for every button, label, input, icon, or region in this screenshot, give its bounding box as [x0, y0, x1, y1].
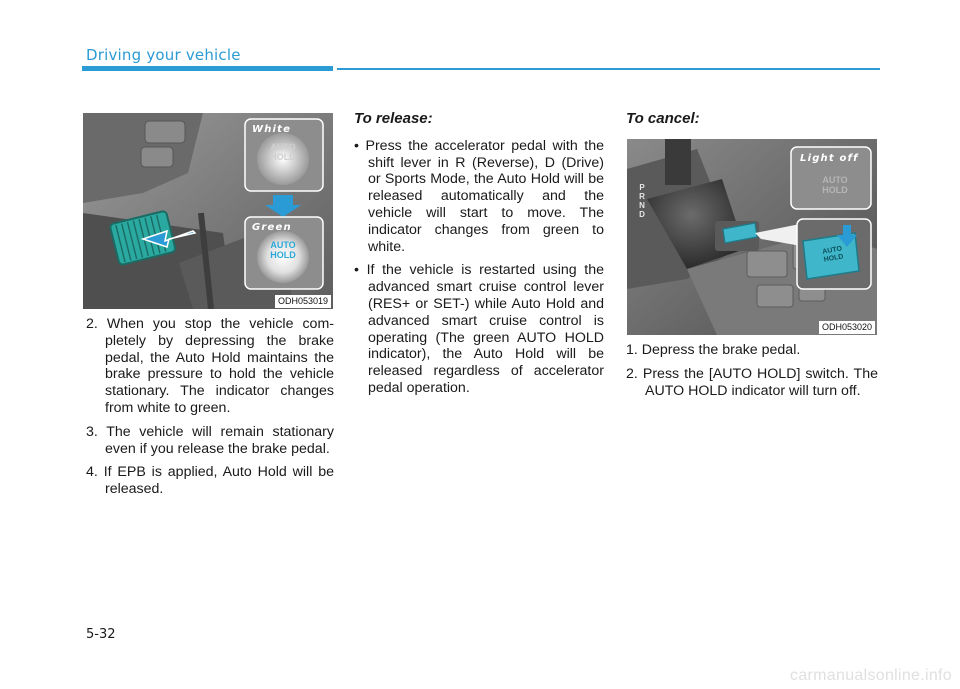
indicator-label-green: Green: [252, 222, 292, 233]
indicator-label-white: White: [252, 124, 292, 135]
step-2: 2. When you stop the vehicle com-pletely by depressing the brake pedal, the Auto Hold maintains the brake pressure to hold the vehicle stationary. The indicator changes from white to green.: [86, 316, 334, 416]
indicator-label-light-off: Light off: [800, 153, 859, 164]
section-title: Driving your vehicle: [86, 46, 241, 64]
auto-hold-indicator-white: AUTO HOLD: [270, 142, 296, 162]
auto-hold-indicator-off: AUTO HOLD: [822, 175, 848, 195]
gear-position-letters: P R N D: [639, 183, 645, 219]
watermark: carmanualsonline.info: [790, 667, 952, 684]
step-3: 3. The vehicle will remain stationary even if you release the brake pedal.: [86, 423, 334, 457]
auto-hold-indicator-green: AUTO HOLD: [270, 240, 296, 260]
release-bullet-1: • Press the accelerator pedal with the shift lever in R (Reverse), D (Drive) or Sports Mode, the Auto Hold will be released automatically and the vehicle will start to move. The indicator changes from green to white.: [354, 137, 604, 255]
auto-hold-button: AUTO HOLD: [821, 245, 844, 264]
auto-hold-switch-illustration: [627, 139, 877, 335]
figure-code: ODH053019: [275, 295, 331, 308]
cancel-heading: To cancel:: [626, 110, 700, 127]
header-rule-thick: [82, 66, 333, 71]
page-number: 5-32: [86, 627, 116, 642]
figure-brake-pedal: [83, 113, 333, 309]
header-rule-thin: [337, 68, 880, 70]
step-4: 4. If EPB is applied, Auto Hold will be released.: [86, 464, 334, 498]
right-column: [626, 342, 878, 406]
left-column: [86, 316, 334, 505]
middle-column: [354, 111, 604, 404]
right-column-heading-wrap: [626, 111, 878, 138]
release-heading: To release:: [354, 110, 433, 127]
cancel-step-1: 1. Depress the brake pedal.: [626, 342, 801, 358]
figure-auto-hold-switch: [627, 139, 877, 335]
cancel-step-2: 2. Press the [AUTO HOLD] switch. The AUTO HOLD indicator will turn off.: [626, 365, 878, 399]
release-bullet-2: • If the vehicle is restarted using the advanced smart cruise control lever (RES+ or SET-) while Auto Hold and advanced smart cruise control is operating (The green AUTO HOLD indicator), the Auto Hold will be released regardless of accelerator pedal operation.: [354, 262, 604, 396]
figure-code: ODH053020: [819, 321, 875, 334]
